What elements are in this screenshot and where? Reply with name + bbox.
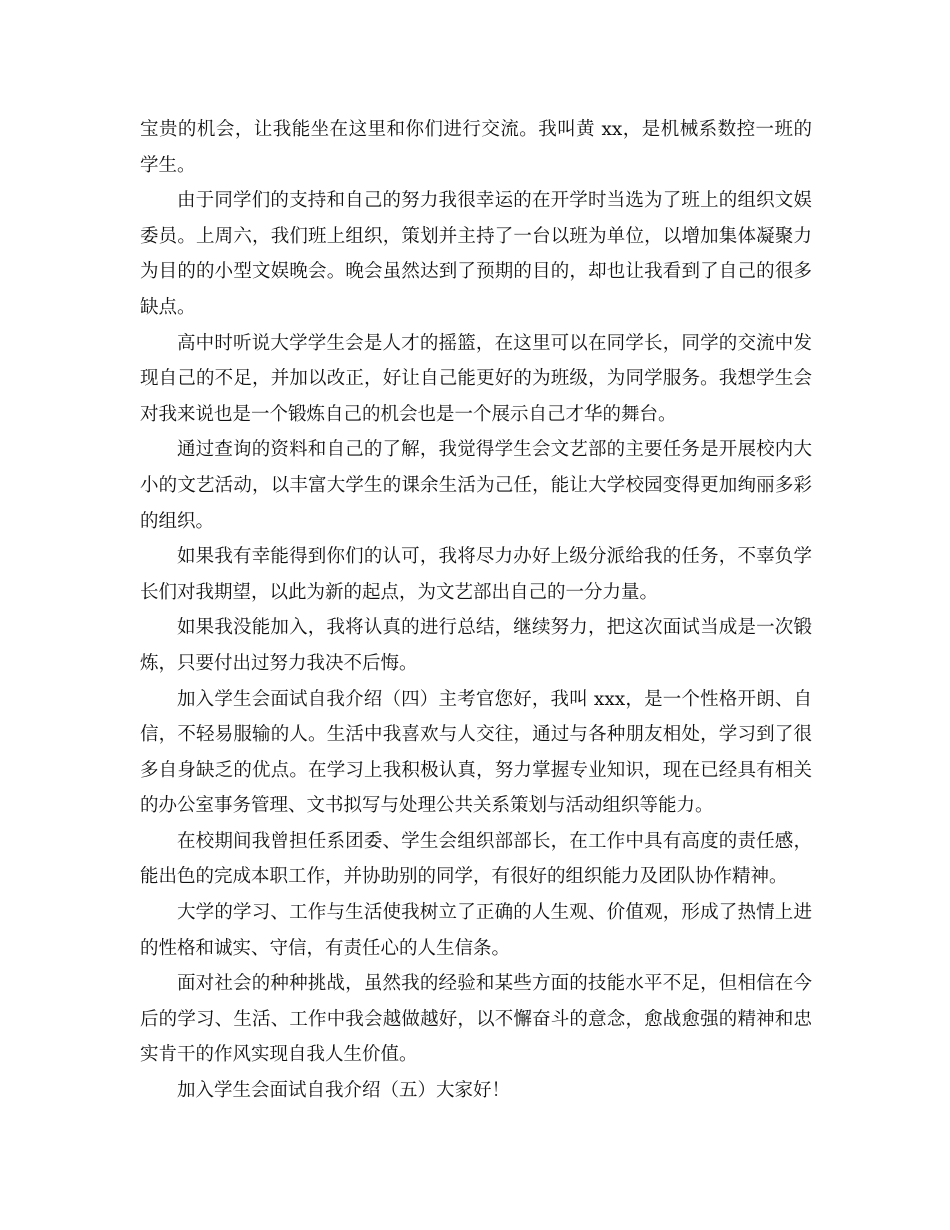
paragraph-2: 由于同学们的支持和自己的努力我很幸运的在开学时当选为了班上的组织文娱委员。上周六，我们班上组织，策划并主持了一台以班为单位，以增加集体凝聚力为目的的小型文娱晚会。晚会虽然达到了预期的目的，却也让我看到了自己的很多缺点。 bbox=[140, 190, 812, 318]
paragraph-4: 通过查询的资料和自己的了解，我觉得学生会文艺部的主要任务是开展校内大小的文艺活动，以丰富大学生的课余生活为己任，能让大学校园变得更加绚丽多彩的组织。 bbox=[140, 439, 812, 532]
paragraph-1: 宝贵的机会，让我能坐在这里和你们进行交流。我叫黄 xx，是机械系数控一班的学生。 bbox=[140, 119, 812, 176]
paragraph-10: 面对社会的种种挑战，虽然我的经验和某些方面的技能水平不足，但相信在今后的学习、生活、工作中我会越做越好，以不懈奋斗的意念，愈战愈强的精神和忠实肯干的作风实现自我人生价值。 bbox=[140, 973, 812, 1066]
paragraph-8: 在校期间我曾担任系团委、学生会组织部部长，在工作中具有高度的责任感，能出色的完成本职工作，并协助别的同学，有很好的组织能力及团队协作精神。 bbox=[140, 830, 812, 888]
paragraph-7: 加入学生会面试自我介绍（四）主考官您好，我叫 xxx，是一个性格开朗、自信，不轻易服输的人。生活中我喜欢与人交往，通过与各种朋友相处，学习到了很多自身缺乏的优点。在学习上我积极认真，努力掌握专业知识，现在已经具有相关的办公室事务管理、文书拟写与处理公共关系策划与活动组织等能力。 bbox=[140, 688, 812, 817]
paragraph-5: 如果我有幸能得到你们的认可，我将尽力办好上级分派给我的任务，不辜负学长们对我期望，以此为新的起点，为文艺部出自己的一分力量。 bbox=[140, 546, 812, 603]
document-body bbox=[140, 112, 812, 1109]
paragraph-11: 加入学生会面试自我介绍（五）大家好！ bbox=[177, 1080, 511, 1102]
paragraph-3: 高中时听说大学学生会是人才的摇篮，在这里可以在同学长，同学的交流中发现自己的不足，并加以改正，好让自己能更好的为班级，为同学服务。我想学生会对我来说也是一个锻炼自己的机会也是一个展示自己才华的舞台。 bbox=[140, 332, 812, 425]
paragraph-9: 大学的学习、工作与生活使我树立了正确的人生观、价值观，形成了热情上进的性格和诚实、守信，有责任心的人生信条。 bbox=[140, 902, 812, 959]
paragraph-6: 如果我没能加入，我将认真的进行总结，继续努力，把这次面试当成是一次锻炼，只要付出过努力我决不后悔。 bbox=[140, 617, 812, 674]
